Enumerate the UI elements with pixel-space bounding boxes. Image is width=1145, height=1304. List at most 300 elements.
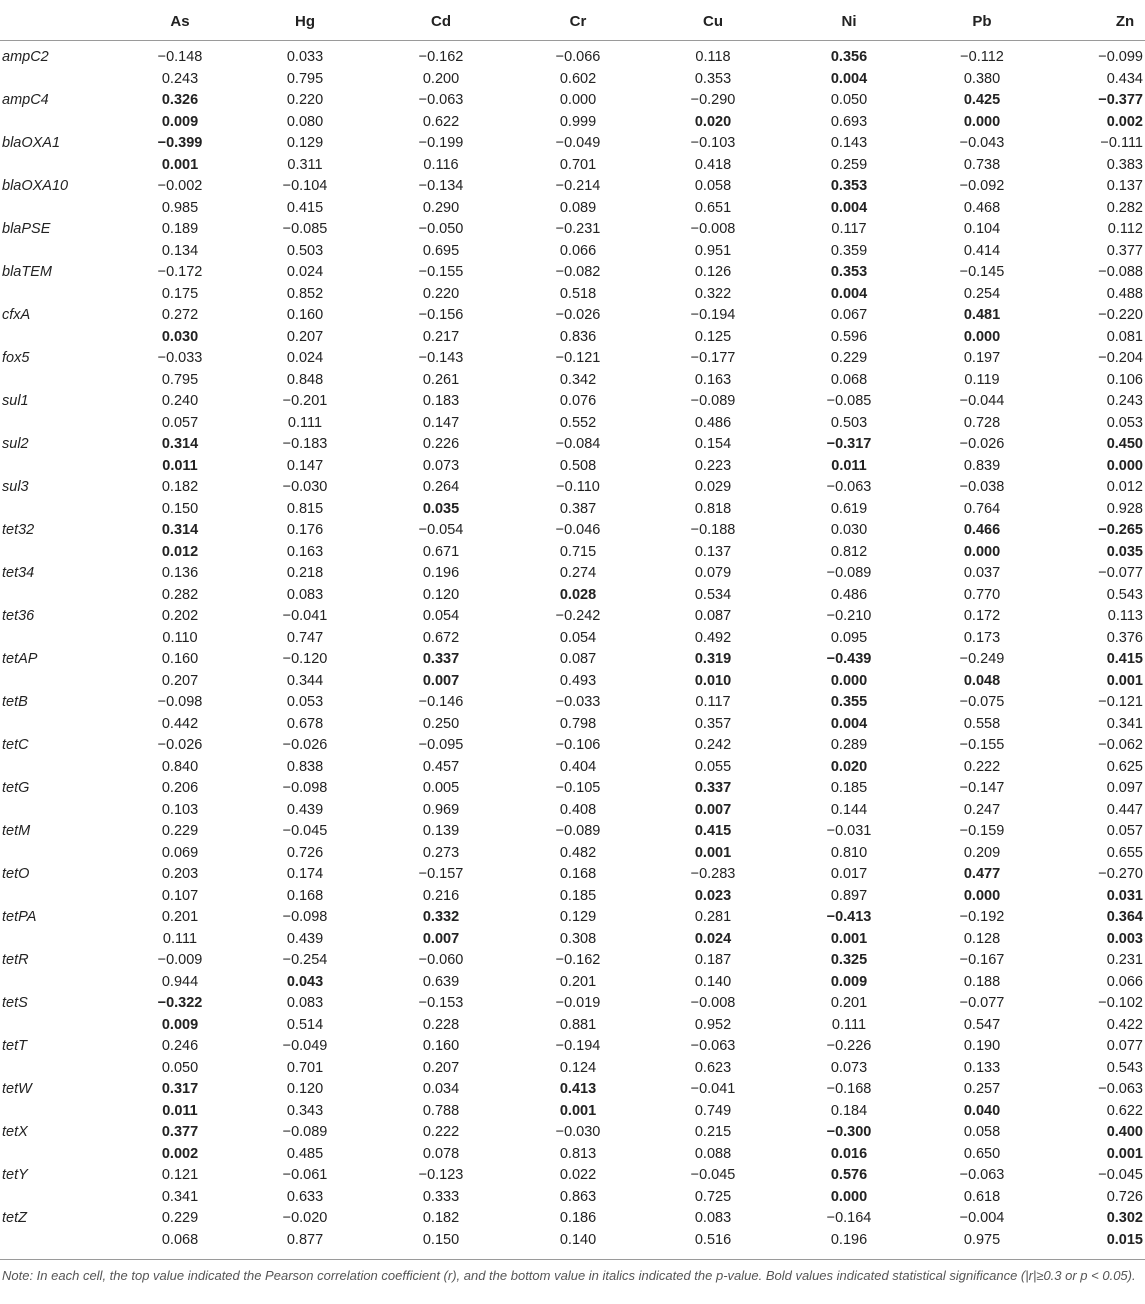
p-value: 0.254 [963,285,1001,302]
p-value: 0.110 [162,629,198,646]
p-value: 0.011 [162,1102,198,1119]
correlation-value: −0.300 [826,1124,872,1140]
p-value: 0.001 [161,156,199,173]
p-value: 0.140 [559,1231,597,1248]
p-value: 0.655 [1106,844,1143,861]
correlation-value: −0.177 [690,350,736,366]
p-value: 0.503 [286,242,324,259]
correlation-value: −0.147 [959,780,1005,796]
correlation-value: 0.231 [1106,952,1143,968]
correlation-value: −0.049 [282,1038,328,1054]
p-value: 0.376 [1106,629,1143,646]
correlation-value: −0.145 [959,264,1005,280]
p-value: 0.031 [1106,887,1143,904]
p-value: 0.001 [1106,1145,1143,1162]
p-value: 0.188 [963,973,1001,990]
correlation-value: −0.098 [282,909,328,925]
gene-label: tetM [2,823,31,839]
correlation-value: −0.085 [282,221,328,237]
correlation-value: −0.134 [418,178,464,194]
gene-label: tet36 [2,608,35,624]
correlation-value: −0.155 [418,264,464,280]
correlation-value: −0.112 [960,49,1004,65]
p-value: 0.639 [422,973,460,990]
correlation-value: 0.246 [161,1038,199,1054]
gene-label: tetO [2,866,30,882]
p-value: 0.247 [963,801,1001,818]
correlation-value: 0.201 [161,909,199,925]
correlation-value: 0.160 [286,307,324,323]
p-value: 0.209 [963,844,1001,861]
p-value: 0.250 [422,715,460,732]
p-value: 0.380 [963,70,1001,87]
correlation-value: 0.079 [694,565,732,581]
correlation-value: 0.172 [963,608,1001,624]
correlation-value: 0.017 [830,866,868,882]
correlation-value: −0.045 [1098,1167,1143,1183]
correlation-value: 0.000 [559,92,597,108]
p-value: 0.185 [559,887,597,904]
gene-label: cfxA [2,307,31,323]
correlation-value: 0.005 [422,780,460,796]
correlation-value: −0.104 [282,178,328,194]
correlation-value: −0.210 [826,608,872,624]
p-value: 0.201 [559,973,597,990]
p-value: 0.552 [559,414,597,431]
p-value: 0.622 [422,113,460,130]
p-value: 0.004 [830,285,868,302]
correlation-value: 0.415 [694,823,732,839]
correlation-value: 0.186 [559,1210,597,1226]
p-value: 0.877 [286,1231,324,1248]
correlation-value: −0.254 [282,952,328,968]
correlation-value: −0.157 [418,866,464,882]
p-value: 0.852 [286,285,324,302]
correlation-value: −0.030 [555,1124,601,1140]
correlation-value: 0.222 [422,1124,460,1140]
p-value: 0.163 [694,371,732,388]
p-value: 0.016 [830,1145,868,1162]
p-value: 0.618 [963,1188,1001,1205]
correlation-value: −0.044 [959,393,1005,409]
correlation-value: −0.377 [1098,92,1143,108]
p-value: 0.486 [830,586,868,603]
correlation-value: −0.102 [1098,995,1143,1011]
correlation-value: −0.026 [282,737,328,753]
p-value: 0.457 [422,758,460,775]
table-bottom-rule [0,1259,1145,1260]
correlation-value: −0.061 [282,1167,328,1183]
correlation-value: 0.197 [963,350,1001,366]
p-value: 0.975 [963,1231,1001,1248]
p-value: 0.173 [963,629,1001,646]
correlation-value: −0.110 [556,479,600,495]
correlation-value: 0.058 [963,1124,1001,1140]
correlation-value: −0.098 [282,780,328,796]
correlation-value: 0.377 [161,1124,199,1140]
p-value: 0.343 [286,1102,324,1119]
p-value: 0.726 [1106,1188,1143,1205]
correlation-value: −0.106 [555,737,601,753]
correlation-value: 0.281 [694,909,732,925]
p-value: 0.030 [161,328,199,345]
p-value: 0.069 [161,844,199,861]
p-value: 0.359 [830,242,868,259]
p-value: 0.341 [1106,715,1143,732]
correlation-value: 0.129 [559,909,597,925]
correlation-value: 0.425 [963,92,1001,108]
p-value: 0.795 [161,371,199,388]
correlation-value: 0.196 [422,565,460,581]
correlation-value: −0.004 [959,1210,1005,1226]
p-value: 0.150 [422,1231,460,1248]
p-value: 0.863 [559,1188,597,1205]
p-value: 0.207 [161,672,199,689]
p-value: 0.596 [830,328,868,345]
correlation-value: 0.121 [161,1167,199,1183]
p-value: 0.558 [963,715,1001,732]
p-value: 0.009 [830,973,868,990]
correlation-value: −0.153 [418,995,464,1011]
p-value: 0.023 [694,887,732,904]
p-value: 0.073 [830,1059,868,1076]
p-value: 0.200 [422,70,460,87]
p-value: 0.602 [559,70,597,87]
p-value: 0.035 [422,500,460,517]
p-value: 0.001 [1106,672,1143,689]
p-value: 0.144 [830,801,868,818]
p-value: 0.749 [694,1102,732,1119]
correlation-value: −0.063 [418,92,464,108]
correlation-value: −0.063 [1098,1081,1143,1097]
p-value: 0.207 [422,1059,460,1076]
p-value: 0.011 [831,457,867,474]
correlation-value: −0.201 [282,393,328,409]
p-value: 0.897 [830,887,868,904]
p-value: 0.106 [1106,371,1143,388]
gene-label: ampC4 [2,92,49,108]
correlation-value: 0.450 [1106,436,1143,452]
p-value: 0.128 [963,930,1001,947]
p-value: 0.333 [422,1188,460,1205]
p-value: 0.516 [694,1231,732,1248]
p-value: 0.111 [831,1016,867,1033]
p-value: 0.140 [694,973,732,990]
correlation-value: −0.008 [690,995,736,1011]
p-value: 0.163 [286,543,324,560]
p-value: 0.000 [963,328,1001,345]
p-value: 0.055 [694,758,732,775]
p-value: 0.818 [694,500,732,517]
p-value: 0.089 [559,199,597,216]
correlation-value: −0.038 [959,479,1005,495]
correlation-value: −0.322 [157,995,203,1011]
correlation-value: −0.063 [826,479,872,495]
correlation-value: 0.187 [694,952,732,968]
p-value: 0.547 [963,1016,1001,1033]
correlation-value: −0.290 [690,92,736,108]
correlation-value: 0.240 [161,393,199,409]
p-value: 0.217 [422,328,460,345]
p-value: 0.508 [559,457,597,474]
p-value: 0.137 [694,543,732,560]
column-header: Zn [1115,13,1135,30]
correlation-value: 0.326 [161,92,199,108]
p-value: 0.125 [694,328,732,345]
correlation-value: −0.046 [555,522,601,538]
correlation-value: 0.319 [694,651,732,667]
p-value: 0.488 [1106,285,1143,302]
gene-label: sul3 [2,479,29,495]
correlation-value: 0.112 [1107,221,1143,237]
gene-label: tetY [2,1167,28,1183]
correlation-value: 0.364 [1106,909,1143,925]
correlation-value: −0.099 [1098,49,1143,65]
correlation-value: 0.466 [963,522,1001,538]
p-value: 0.650 [963,1145,1001,1162]
correlation-value: −0.030 [282,479,328,495]
p-value: 0.261 [422,371,460,388]
correlation-value: 0.022 [559,1167,597,1183]
correlation-value: −0.172 [157,264,203,280]
p-value: 0.111 [287,414,323,431]
correlation-value: 0.289 [830,737,868,753]
p-value: 0.095 [830,629,868,646]
correlation-value: −0.162 [418,49,464,65]
p-value: 0.080 [286,113,324,130]
p-value: 0.222 [963,758,1001,775]
p-value: 0.387 [559,500,597,517]
correlation-value: −0.049 [555,135,601,151]
correlation-value: −0.050 [418,221,464,237]
p-value: 0.439 [286,930,324,947]
p-value: 0.020 [830,758,868,775]
correlation-value: −0.231 [555,221,601,237]
correlation-value: −0.062 [1098,737,1143,753]
p-value: 0.003 [1106,930,1143,947]
correlation-value: 0.182 [161,479,199,495]
correlation-value: 0.083 [286,995,324,1011]
correlation-value: 0.024 [286,264,324,280]
correlation-value: −0.159 [959,823,1005,839]
correlation-value: −0.063 [690,1038,736,1054]
correlation-value: 0.226 [422,436,460,452]
p-value: 0.944 [161,973,199,990]
p-value: 0.007 [694,801,732,818]
p-value: 0.012 [161,543,199,560]
correlation-value: −0.082 [555,264,601,280]
correlation-value: −0.111 [1100,135,1143,151]
p-value: 0.747 [286,629,324,646]
column-header: As [170,13,190,30]
correlation-value: −0.148 [157,49,203,65]
correlation-value: 0.012 [1106,479,1143,495]
p-value: 0.078 [422,1145,460,1162]
correlation-value: −0.143 [418,350,464,366]
correlation-value: −0.089 [555,823,601,839]
table-header-row [0,0,1145,41]
p-value: 0.057 [161,414,199,431]
correlation-value: −0.156 [418,307,464,323]
correlation-value: 0.143 [830,135,868,151]
gene-label: blaPSE [2,221,51,237]
p-value: 0.633 [286,1188,324,1205]
p-value: 0.810 [830,844,868,861]
correlation-value: −0.085 [826,393,872,409]
correlation-value: 0.317 [161,1081,199,1097]
gene-label: tetS [2,995,28,1011]
correlation-value: 0.353 [830,264,868,280]
correlation-value: −0.399 [157,135,203,151]
correlation-value: 0.087 [559,651,597,667]
p-value: 0.404 [559,758,597,775]
correlation-value: −0.041 [690,1081,736,1097]
gene-label: tetPA [2,909,37,925]
p-value: 0.050 [161,1059,199,1076]
correlation-value: −0.089 [282,1124,328,1140]
p-value: 0.000 [830,672,868,689]
p-value: 0.004 [830,199,868,216]
correlation-value: −0.098 [157,694,203,710]
correlation-value: −0.168 [826,1081,872,1097]
p-value: 0.534 [694,586,732,603]
p-value: 0.543 [1106,586,1143,603]
gene-label: tetX [2,1124,28,1140]
gene-label: tetAP [2,651,38,667]
p-value: 0.116 [423,156,459,173]
correlation-value: 0.190 [963,1038,1001,1054]
correlation-value: −0.183 [282,436,328,452]
correlation-value: 0.136 [161,565,199,581]
correlation-value: 0.097 [1106,780,1143,796]
p-value: 0.133 [963,1059,1001,1076]
correlation-value: −0.045 [690,1167,736,1183]
p-value: 0.341 [161,1188,199,1205]
column-header: Cd [431,13,451,30]
p-value: 0.486 [694,414,732,431]
correlation-value: 0.314 [161,522,199,538]
correlation-value: 0.220 [286,92,324,108]
gene-label: fox5 [2,350,30,366]
correlation-value: −0.249 [959,651,1005,667]
p-value: 0.482 [559,844,597,861]
correlation-value: 0.264 [422,479,460,495]
p-value: 0.000 [963,543,1001,560]
correlation-value: −0.188 [690,522,736,538]
correlation-value: 0.337 [694,780,732,796]
correlation-value: 0.034 [422,1081,460,1097]
correlation-value: −0.063 [959,1167,1005,1183]
correlation-value: 0.185 [830,780,868,796]
p-value: 0.184 [830,1102,868,1119]
p-value: 0.001 [559,1102,597,1119]
correlation-value: 0.168 [559,866,597,882]
gene-label: sul1 [2,393,29,409]
p-value: 0.543 [1106,1059,1143,1076]
correlation-value: −0.084 [555,436,601,452]
p-value: 0.795 [286,70,324,87]
correlation-value: 0.400 [1106,1124,1143,1140]
gene-label: tetB [2,694,28,710]
p-value: 0.838 [286,758,324,775]
p-value: 0.701 [559,156,597,173]
gene-label: tetW [2,1081,32,1097]
p-value: 0.422 [1106,1016,1143,1033]
p-value: 0.134 [161,242,199,259]
gene-label: blaOXA1 [2,135,61,151]
correlation-value: 0.274 [559,565,597,581]
gene-label: tetG [2,780,30,796]
correlation-value: −0.317 [826,436,872,452]
p-value: 0.175 [161,285,199,302]
gene-label: blaTEM [2,264,52,280]
correlation-value: −0.413 [826,909,872,925]
correlation-value: −0.167 [959,952,1005,968]
correlation-value: 0.176 [286,522,324,538]
p-value: 0.000 [963,887,1001,904]
correlation-value: −0.077 [1098,565,1143,581]
p-value: 0.434 [1106,70,1143,87]
p-value: 0.383 [1106,156,1143,173]
correlation-value: 0.054 [422,608,460,624]
correlation-value: 0.139 [422,823,460,839]
correlation-value: −0.120 [282,651,328,667]
p-value: 0.701 [286,1059,324,1076]
correlation-value: −0.214 [555,178,601,194]
table-note: Note: In each cell, the top value indicated the Pearson correlation coefficient (r), and the bottom value in italics indicated the p-value. Bold values indicated statistical significance (|r|≥0.3 or p < 0.05). [2,1268,1136,1283]
p-value: 0.088 [694,1145,732,1162]
correlation-value: 0.160 [422,1038,460,1054]
p-value: 0.812 [830,543,868,560]
p-value: 0.447 [1106,801,1143,818]
correlation-value: 0.332 [422,909,460,925]
p-value: 0.282 [161,586,199,603]
correlation-value: 0.037 [963,565,1001,581]
correlation-value: 0.126 [694,264,732,280]
correlation-value: 0.353 [830,178,868,194]
p-value: 0.002 [1106,113,1143,130]
p-value: 0.001 [830,930,868,947]
correlation-value: 0.242 [694,737,732,753]
p-value: 0.848 [286,371,324,388]
correlation-value: 0.129 [286,135,324,151]
correlation-value: −0.439 [826,651,872,667]
p-value: 0.414 [963,242,1001,259]
correlation-value: −0.155 [959,737,1005,753]
correlation-value: 0.053 [286,694,324,710]
correlation-value: 0.113 [1107,608,1143,624]
p-value: 0.002 [161,1145,199,1162]
correlation-value: 0.203 [161,866,199,882]
correlation-value: 0.076 [559,393,597,409]
p-value: 0.216 [422,887,460,904]
correlation-value: 0.229 [161,1210,199,1226]
correlation-value: 0.087 [694,608,732,624]
correlation-value: −0.066 [555,49,601,65]
correlation-value: 0.030 [830,522,868,538]
p-value: 0.119 [964,371,1000,388]
correlation-value: 0.206 [161,780,199,796]
correlation-value: 0.083 [694,1210,732,1226]
correlation-value: 0.415 [1106,651,1143,667]
correlation-value: 0.104 [963,221,1001,237]
p-value: 0.066 [1106,973,1143,990]
correlation-value: 0.356 [830,49,868,65]
correlation-value: 0.117 [695,694,731,710]
p-value: 0.377 [1106,242,1143,259]
correlation-value: −0.041 [282,608,328,624]
correlation-value: 0.243 [1106,393,1143,409]
